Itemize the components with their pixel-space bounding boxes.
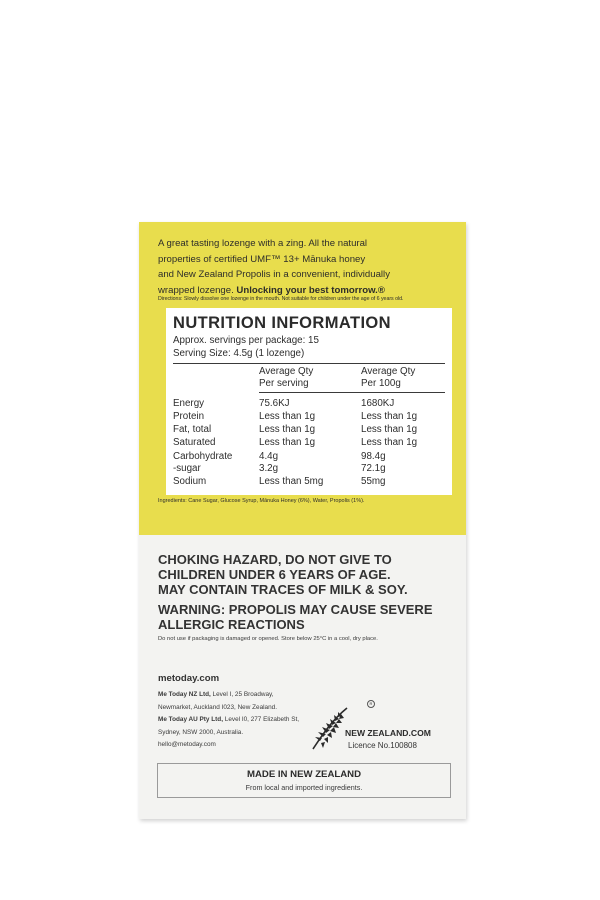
new-zealand-brand: NEW ZEALAND.COM (345, 728, 431, 738)
licence-number: Licence No.100808 (348, 741, 417, 750)
column-header-per-100g: Average Qty Per 100g (361, 366, 416, 389)
divider (259, 392, 445, 393)
made-in-title: MADE IN NEW ZEALAND (246, 769, 362, 780)
nutrition-row: Fat, total Less than 1g Less than 1g (173, 424, 418, 435)
yellow-panel (139, 222, 466, 535)
description-line: A great tasting lozenge with a zing. All the natural (158, 238, 368, 249)
nutrition-row: -sugar 3.2g 72.1g (173, 463, 386, 474)
divider (173, 363, 445, 364)
address-line: Newmarket, Auckland I023, New Zealand. (158, 703, 277, 711)
serving-size: Serving Size: 4.5g (1 lozenge) (173, 348, 305, 359)
product-description (158, 236, 456, 298)
directions-text: Directions: Slowly dissolve one lozenge in the mouth. Not suitable for children under the age of 6 years old. (158, 296, 404, 302)
company-address (158, 689, 318, 752)
description-line: wrapped lozenge. Unlocking your best tomorrow.® (158, 284, 385, 296)
propolis-warning: WARNING: PROPOLIS MAY CAUSE SEVERE ALLERGIC REACTIONS (158, 602, 433, 632)
email-text: hello@metoday.com (158, 741, 216, 748)
column-header-per-serving: Average Qty Per serving (259, 366, 314, 389)
address-line: Me Today NZ Ltd, Level I, 25 Broadway, (158, 691, 274, 698)
storage-instructions: Do not use if packaging is damaged or opened. Store below 25°C in a cool, dry place. (158, 636, 378, 642)
nutrition-title: NUTRITION INFORMATION (173, 314, 391, 332)
nutrition-row: Energy 75.6KJ 1680KJ (173, 398, 395, 409)
address-line: Sydney, NSW 2000, Australia. (158, 728, 244, 736)
servings-per-package: Approx. servings per package: 15 (173, 335, 319, 346)
nutrition-panel (166, 308, 452, 495)
ingredients-text: Ingredients: Cane Sugar, Glucose Syrup, Mānuka Honey (6%), Water, Propolis (1%). (158, 498, 365, 504)
nutrition-row: Protein Less than 1g Less than 1g (173, 411, 418, 422)
website-text: metoday.com (158, 673, 220, 684)
address-line: Me Today AU Pty Ltd, Level I0, 277 Elizabeth St, (158, 716, 300, 723)
choking-hazard-warning: CHOKING HAZARD, DO NOT GIVE TO CHILDREN UNDER 6 YEARS OF AGE. MAY CONTAIN TRACES OF MILK & SOY. (158, 552, 408, 597)
nutrition-row: Saturated Less than 1g Less than 1g (173, 437, 418, 448)
description-line: properties of certified UMF™ 13+ Mānuka honey (158, 253, 366, 265)
tagline: Unlocking your best tomorrow.® (236, 284, 385, 296)
product-package-back (139, 222, 466, 819)
description-line: and New Zealand Propolis in a convenient, individually (158, 269, 390, 280)
made-in-nz-box (157, 763, 451, 798)
nutrition-row: Sodium Less than 5mg 55mg (173, 476, 386, 487)
made-in-subtitle: From local and imported ingredients. (245, 783, 363, 792)
nutrition-row: Carbohydrate 4.4g 98.4g (173, 451, 386, 462)
registered-mark: R (367, 700, 375, 708)
